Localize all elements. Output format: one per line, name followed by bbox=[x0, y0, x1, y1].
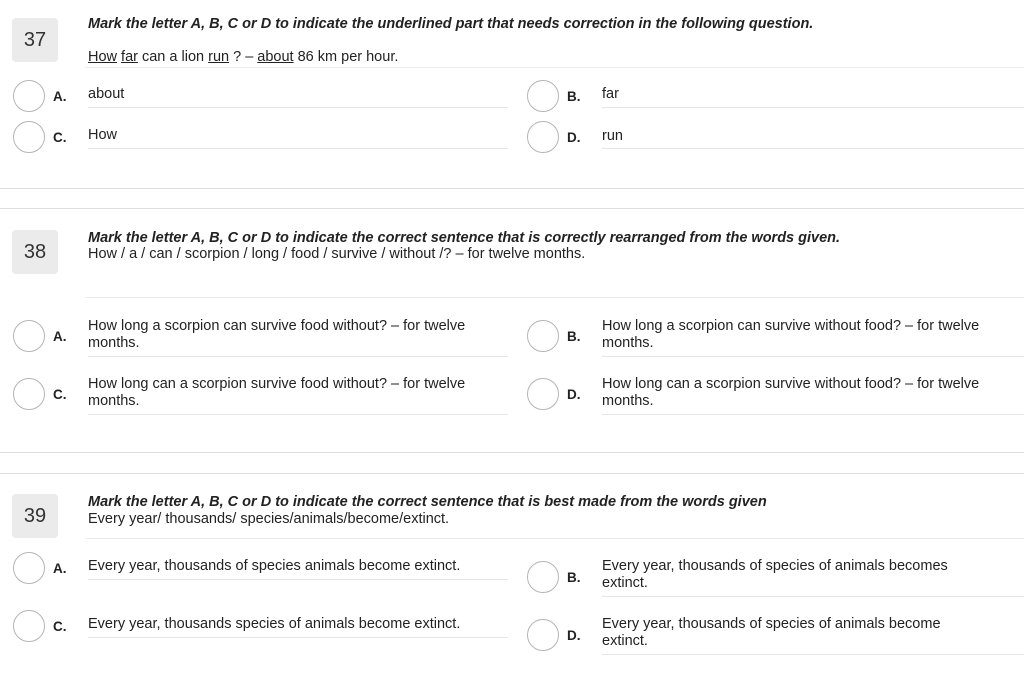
divider bbox=[85, 67, 1024, 68]
divider bbox=[602, 356, 1024, 357]
option-text-line: months. bbox=[602, 335, 654, 351]
section-divider bbox=[0, 208, 1024, 209]
radio-button[interactable] bbox=[527, 80, 559, 112]
option-text-line: Every year, thousands of species animals become extinct. bbox=[88, 558, 461, 574]
radio-button[interactable] bbox=[13, 552, 45, 584]
option-letter: D. bbox=[567, 628, 581, 643]
option-c[interactable] bbox=[13, 610, 508, 650]
radio-button[interactable] bbox=[527, 561, 559, 593]
question-instruction: Mark the letter A, B, C or D to indicate the underlined part that needs correction in the following question. bbox=[88, 16, 814, 32]
divider bbox=[85, 297, 1024, 298]
question-number-38: 38 bbox=[12, 230, 58, 274]
option-text-line: months. bbox=[602, 393, 654, 409]
option-a[interactable] bbox=[13, 80, 508, 120]
option-text-line: How long a scorpion can survive food without? – for twelve bbox=[88, 318, 466, 334]
option-c[interactable] bbox=[13, 121, 508, 161]
option-b[interactable] bbox=[527, 558, 1024, 601]
option-letter: D. bbox=[567, 130, 581, 145]
stem-part-underlined: far bbox=[121, 49, 138, 65]
option-text-line: months. bbox=[88, 393, 140, 409]
option-a[interactable] bbox=[13, 320, 508, 360]
question-instruction: Mark the letter A, B, C or D to indicate the correct sentence that is best made from the words given bbox=[88, 494, 767, 510]
option-text-line: Every year, thousands of species of animals becomes bbox=[602, 558, 948, 574]
option-text-line: months. bbox=[88, 335, 140, 351]
option-text bbox=[602, 558, 948, 592]
stem-part-underlined: How bbox=[88, 49, 118, 65]
option-letter: B. bbox=[567, 570, 581, 585]
option-text-line: extinct. bbox=[602, 633, 648, 649]
option-text bbox=[88, 318, 465, 352]
option-d[interactable] bbox=[527, 121, 1024, 161]
divider bbox=[88, 637, 508, 638]
question-number-39: 39 bbox=[12, 494, 58, 538]
option-a[interactable] bbox=[13, 552, 508, 592]
divider bbox=[88, 107, 508, 108]
option-text bbox=[88, 616, 460, 633]
stem-part: ? – bbox=[229, 49, 258, 65]
option-text-line: Every year, thousands species of animals become extinct. bbox=[88, 616, 461, 632]
option-text-line: How long a scorpion can survive without food? – for twelve bbox=[602, 318, 980, 334]
divider bbox=[602, 596, 1024, 597]
radio-button[interactable] bbox=[13, 80, 45, 112]
option-text-line: How long can a scorpion survive food without? – for twelve bbox=[88, 376, 466, 392]
option-b[interactable] bbox=[527, 80, 1024, 120]
section-divider bbox=[0, 452, 1024, 453]
option-text bbox=[602, 376, 979, 410]
question-number-37: 37 bbox=[12, 18, 58, 62]
radio-button[interactable] bbox=[13, 121, 45, 153]
divider bbox=[85, 538, 1024, 539]
option-letter: C. bbox=[53, 130, 67, 145]
question-stem bbox=[88, 49, 398, 65]
option-text-line: How long can a scorpion survive without food? – for twelve bbox=[602, 376, 980, 392]
divider bbox=[88, 414, 508, 415]
option-d[interactable] bbox=[527, 616, 1024, 659]
option-letter: A. bbox=[53, 89, 67, 104]
stem-part: can a lion bbox=[137, 49, 209, 65]
option-text bbox=[88, 376, 465, 410]
option-text: far bbox=[602, 86, 619, 102]
radio-button[interactable] bbox=[527, 121, 559, 153]
radio-button[interactable] bbox=[527, 378, 559, 410]
option-text-line: extinct. bbox=[602, 575, 648, 591]
option-text: about bbox=[88, 86, 125, 102]
option-b[interactable] bbox=[527, 320, 1024, 360]
section-divider bbox=[0, 188, 1024, 189]
option-text-line: Every year, thousands of species of animals become bbox=[602, 616, 941, 632]
question-instruction: Mark the letter A, B, C or D to indicate the correct sentence that is correctly rearranged from the words given. bbox=[88, 230, 841, 246]
question-stem: How / a / can / scorpion / long / food / survive / without /? – for twelve months. bbox=[88, 246, 586, 262]
divider bbox=[602, 148, 1024, 149]
radio-button[interactable] bbox=[527, 619, 559, 651]
stem-part-underlined: about bbox=[257, 49, 294, 65]
option-text: run bbox=[602, 128, 623, 144]
option-d[interactable] bbox=[527, 378, 1024, 418]
radio-button[interactable] bbox=[13, 610, 45, 642]
divider bbox=[88, 579, 508, 580]
option-text: How bbox=[88, 127, 118, 143]
option-letter: A. bbox=[53, 561, 67, 576]
section-divider bbox=[0, 473, 1024, 474]
radio-button[interactable] bbox=[13, 320, 45, 352]
divider bbox=[88, 356, 508, 357]
option-letter: B. bbox=[567, 89, 581, 104]
option-letter: D. bbox=[567, 387, 581, 402]
option-text bbox=[602, 616, 941, 650]
divider bbox=[602, 107, 1024, 108]
option-text bbox=[88, 558, 460, 575]
stem-part-underlined: run bbox=[208, 49, 230, 65]
radio-button[interactable] bbox=[13, 378, 45, 410]
question-stem: Every year/ thousands/ species/animals/become/extinct. bbox=[88, 511, 450, 527]
radio-button[interactable] bbox=[527, 320, 559, 352]
divider bbox=[602, 654, 1024, 655]
divider bbox=[88, 148, 508, 149]
stem-part: 86 km per hour. bbox=[293, 49, 399, 65]
option-c[interactable] bbox=[13, 378, 508, 418]
option-letter: B. bbox=[567, 329, 581, 344]
option-letter: C. bbox=[53, 619, 67, 634]
option-letter: C. bbox=[53, 387, 67, 402]
option-text bbox=[602, 318, 979, 352]
divider bbox=[602, 414, 1024, 415]
option-letter: A. bbox=[53, 329, 67, 344]
